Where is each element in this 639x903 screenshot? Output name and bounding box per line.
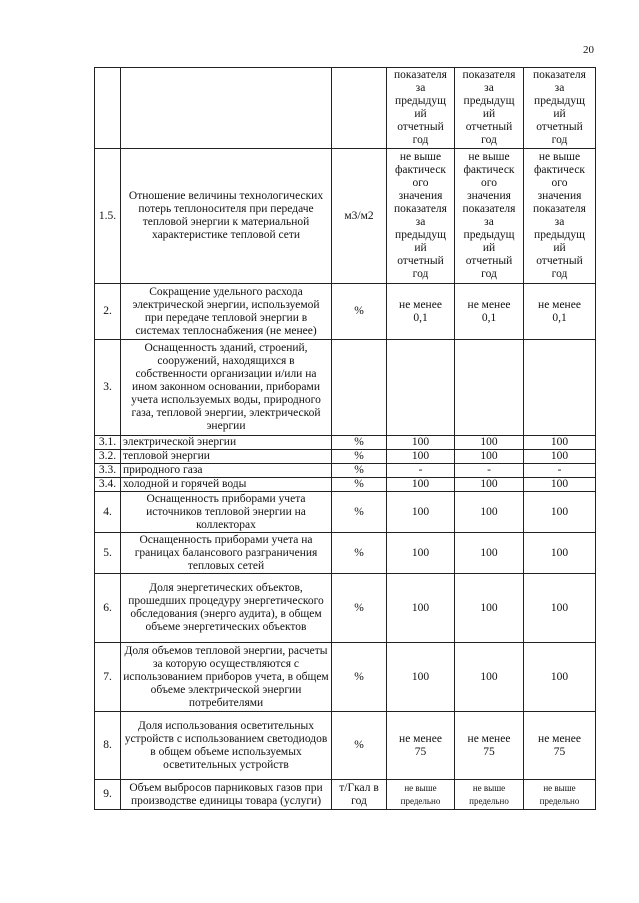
indicator-name: Доля энергетических объектов, прошедших процедуру энергетического обследования (энерго аудита), в общем объеме энергетических объектов bbox=[121, 574, 332, 643]
unit-cell: % bbox=[332, 464, 387, 478]
row-number: 3. bbox=[95, 340, 121, 436]
indicator-name: электрической энергии bbox=[121, 436, 332, 450]
table-row bbox=[95, 464, 596, 478]
unit-cell: % bbox=[332, 492, 387, 533]
value-year-2 bbox=[455, 340, 524, 436]
table-row bbox=[95, 712, 596, 780]
value-year-1: 100 bbox=[387, 450, 455, 464]
row-number: 9. bbox=[95, 780, 121, 810]
value-year-3: 100 bbox=[524, 478, 596, 492]
value-year-2: не выше фактическ ого значения показателя за предыдущ ий отчетный год bbox=[455, 149, 524, 284]
value-year-3 bbox=[524, 340, 596, 436]
table-row bbox=[95, 780, 596, 810]
row-number: 5. bbox=[95, 533, 121, 574]
row-number: 6. bbox=[95, 574, 121, 643]
value-year-3: 100 bbox=[524, 533, 596, 574]
indicator-name: природного газа bbox=[121, 464, 332, 478]
indicator-name: холодной и горячей воды bbox=[121, 478, 332, 492]
indicator-name: Оснащенность приборами учета на границах балансового разграничения тепловых сетей bbox=[121, 533, 332, 574]
row-number: 4. bbox=[95, 492, 121, 533]
row-number: 3.2. bbox=[95, 450, 121, 464]
value-year-1: 100 bbox=[387, 436, 455, 450]
indicator-name: Объем выбросов парниковых газов при производстве единицы товара (услуги) bbox=[121, 780, 332, 810]
value-year-3: - bbox=[524, 464, 596, 478]
row-number: 3.1. bbox=[95, 436, 121, 450]
value-year-2: 100 bbox=[455, 574, 524, 643]
table-row bbox=[95, 643, 596, 712]
value-year-3: не менее 0,1 bbox=[524, 284, 596, 340]
table-row bbox=[95, 68, 596, 149]
unit-cell: % bbox=[332, 533, 387, 574]
value-year-1: - bbox=[387, 464, 455, 478]
page-number: 20 bbox=[583, 44, 594, 56]
row-number: 1.5. bbox=[95, 149, 121, 284]
value-year-1: не выше предельно bbox=[387, 780, 455, 810]
value-year-2: 100 bbox=[455, 643, 524, 712]
table-row bbox=[95, 284, 596, 340]
unit-cell: % bbox=[332, 643, 387, 712]
indicator-name: Оснащенность приборами учета источников тепловой энергии на коллекторах bbox=[121, 492, 332, 533]
value-year-2: 100 bbox=[455, 450, 524, 464]
value-year-1: 100 bbox=[387, 492, 455, 533]
indicators-table bbox=[94, 67, 596, 810]
row-number: 3.3. bbox=[95, 464, 121, 478]
value-year-1: показателя за предыдущ ий отчетный год bbox=[387, 68, 455, 149]
value-year-1: 100 bbox=[387, 643, 455, 712]
indicator-name: Оснащенность зданий, строений, сооружений, находящихся в собственности организации и/или на ином законном основании, приборами учета используемых воды, природного газа, тепловой энергии, электрической энергии bbox=[121, 340, 332, 436]
indicator-name bbox=[121, 68, 332, 149]
unit-cell: % bbox=[332, 574, 387, 643]
value-year-3: 100 bbox=[524, 436, 596, 450]
indicator-name: Доля объемов тепловой энергии, расчеты за которую осуществляются с использованием приборов учета, в общем объеме электрической энергии потребителями bbox=[121, 643, 332, 712]
table-row bbox=[95, 492, 596, 533]
value-year-1: не менее 0,1 bbox=[387, 284, 455, 340]
value-year-2: не менее 75 bbox=[455, 712, 524, 780]
value-year-3: 100 bbox=[524, 450, 596, 464]
unit-cell: % bbox=[332, 450, 387, 464]
unit-cell: т/Гкал в год bbox=[332, 780, 387, 810]
unit-cell: м3/м2 bbox=[332, 149, 387, 284]
table-row bbox=[95, 340, 596, 436]
value-year-2: 100 bbox=[455, 533, 524, 574]
unit-cell: % bbox=[332, 436, 387, 450]
value-year-3: 100 bbox=[524, 643, 596, 712]
value-year-3: не менее 75 bbox=[524, 712, 596, 780]
unit-cell: % bbox=[332, 284, 387, 340]
table-row bbox=[95, 450, 596, 464]
value-year-3: 100 bbox=[524, 574, 596, 643]
value-year-1: не менее 75 bbox=[387, 712, 455, 780]
value-year-2: 100 bbox=[455, 436, 524, 450]
value-year-1: не выше фактическ ого значения показателя за предыдущ ий отчетный год bbox=[387, 149, 455, 284]
value-year-2: показателя за предыдущ ий отчетный год bbox=[455, 68, 524, 149]
value-year-2: не менее 0,1 bbox=[455, 284, 524, 340]
indicator-name: Отношение величины технологических потерь теплоносителя при передаче тепловой энергии к материальной характеристике тепловой сети bbox=[121, 149, 332, 284]
indicator-name: Сокращение удельного расхода электрической энергии, используемой при передаче тепловой энергии в системах теплоснабжения (не менее) bbox=[121, 284, 332, 340]
row-number: 8. bbox=[95, 712, 121, 780]
row-number: 2. bbox=[95, 284, 121, 340]
value-year-2: 100 bbox=[455, 492, 524, 533]
row-number: 3.4. bbox=[95, 478, 121, 492]
unit-cell bbox=[332, 68, 387, 149]
value-year-1: 100 bbox=[387, 533, 455, 574]
row-number bbox=[95, 68, 121, 149]
table-row bbox=[95, 574, 596, 643]
table-row bbox=[95, 149, 596, 284]
unit-cell bbox=[332, 340, 387, 436]
unit-cell: % bbox=[332, 712, 387, 780]
row-number: 7. bbox=[95, 643, 121, 712]
unit-cell: % bbox=[332, 478, 387, 492]
value-year-3: показателя за предыдущ ий отчетный год bbox=[524, 68, 596, 149]
value-year-1: 100 bbox=[387, 478, 455, 492]
table-row bbox=[95, 533, 596, 574]
indicator-name: тепловой энергии bbox=[121, 450, 332, 464]
value-year-3: не выше предельно bbox=[524, 780, 596, 810]
value-year-3: 100 bbox=[524, 492, 596, 533]
value-year-3: не выше фактическ ого значения показателя за предыдущ ий отчетный год bbox=[524, 149, 596, 284]
table-row bbox=[95, 478, 596, 492]
value-year-2: не выше предельно bbox=[455, 780, 524, 810]
table-row bbox=[95, 436, 596, 450]
value-year-2: - bbox=[455, 464, 524, 478]
value-year-1: 100 bbox=[387, 574, 455, 643]
indicator-name: Доля использования осветительных устройств с использованием светодиодов в общем объеме используемых осветительных устройств bbox=[121, 712, 332, 780]
value-year-1 bbox=[387, 340, 455, 436]
value-year-2: 100 bbox=[455, 478, 524, 492]
